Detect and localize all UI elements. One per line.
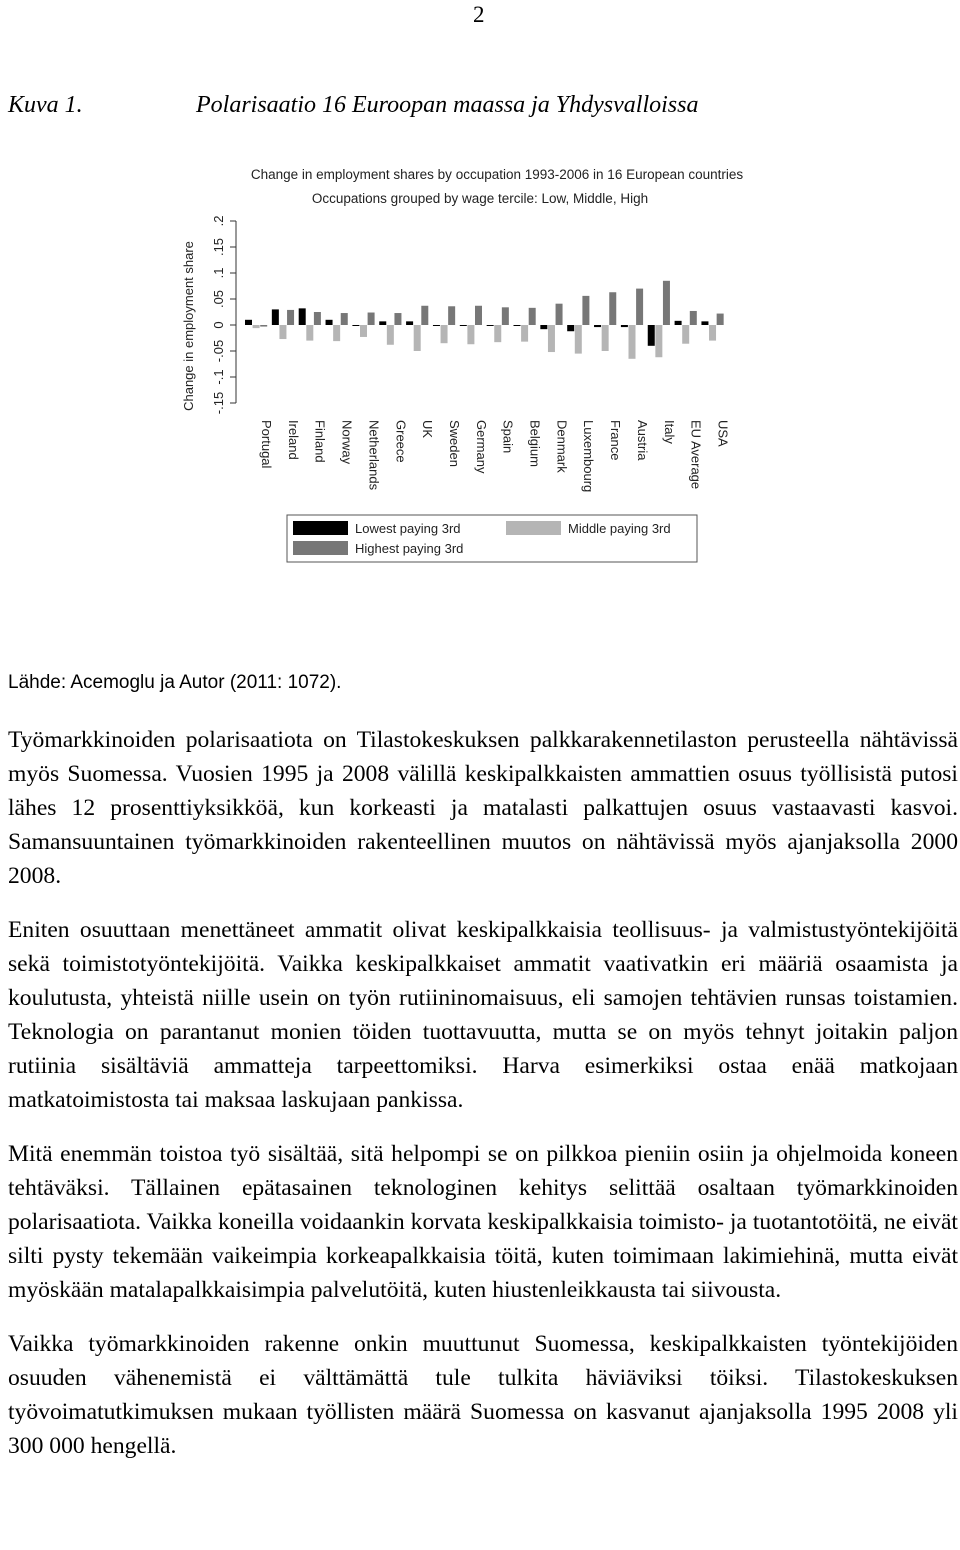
bar — [655, 325, 662, 357]
bar — [245, 320, 252, 325]
x-tick-label: Netherlands — [366, 420, 382, 491]
x-tick-label: Austria — [634, 420, 650, 461]
bar — [387, 325, 394, 345]
legend-label: Middle paying 3rd — [568, 521, 671, 536]
paragraph-4: Vaikka työmarkkinoiden rakenne onkin muuttunut Suomessa, keskipalkkaisten työntekijöiden osuuden vähenemistä ei välttämättä tule tulkita häviäviksi töiksi. Tilastokeskuksen työvoimatutkimuksen mukaan työllisten määrä Suomessa on kasvanut ajanjaksolla 1995 2008 yli 300 000 hengellä. — [8, 1331, 958, 1459]
bar — [368, 313, 375, 325]
legend-swatch — [293, 541, 348, 555]
legend-swatch — [506, 521, 561, 535]
x-tick-label: Luxembourg — [581, 420, 597, 493]
x-tick-label: Spain — [500, 420, 516, 454]
bar — [621, 325, 628, 327]
bar — [582, 296, 589, 325]
chart-title: Change in employment shares by occupation 1993-2006 in 16 European countries — [250, 167, 744, 182]
bar — [494, 325, 501, 342]
paragraph-2: Eniten osuuttaan menettäneet ammatit olivat keskipalkkaisia teollisuus- ja valmistustyöntekijöitä sekä toimistotyöntekijöitä. Vaikka keskipalkkaiset ammatit vaativatkin eri määriä osaamista ja koulutusta, yhteistä niille usein on työn rutiininomaisuus, eli samojen tehtävien runsas toistamien. Teknologia on parantanut monien töiden tuottavuutta, mutta se on myös tehnyt joitakin paljon rutiinia sisältäviä ammatteja tarpeettomiksi. Harva esimerkiksi ostaa enää matkojaan matkatoimistosta tai maksaa laskujaan pankissa. — [8, 917, 958, 1113]
x-tick-label: USA — [715, 420, 731, 447]
bar — [540, 325, 547, 329]
bar — [487, 325, 494, 326]
bar — [314, 312, 321, 325]
paragraph-1: Työmarkkinoiden polarisaatiota on Tilastokeskuksen palkkarakennetilaston perusteella nähtävissä myös Suomessa. Vuosien 1995 ja 2008 välillä keskipalkkaisten ammattien osuus työllisistä putosi lähes 12 prosenttiyksikköä, kun korkeasti ja matalasti palkattujen osuus vastaavasti kasvoi. Samansuuntainen työmarkkinoiden rakenteellinen muutos on nähtävissä myös ajanjaksolla 2000 2008. — [8, 727, 958, 889]
y-tick-label: -.05 — [211, 339, 226, 363]
bar — [556, 304, 563, 325]
bar — [636, 289, 643, 325]
bar — [701, 321, 708, 325]
x-tick-label: Belgium — [527, 420, 543, 467]
bar — [260, 325, 267, 327]
bar — [690, 311, 697, 325]
bar — [414, 325, 421, 351]
source-note: Lähde: Acemoglu ja Autor (2011: 1072). — [8, 672, 342, 693]
x-tick-label: Sweden — [446, 420, 462, 467]
bar — [575, 325, 582, 354]
bar — [514, 325, 521, 326]
legend — [287, 515, 697, 562]
bar — [253, 325, 260, 328]
x-tick-label: Germany — [473, 420, 489, 474]
bar — [299, 308, 306, 325]
bar — [682, 325, 689, 344]
y-axis-label: Change in employment share — [181, 241, 196, 411]
bar — [548, 325, 555, 352]
page-number: 2 — [473, 2, 485, 27]
bar — [594, 325, 601, 327]
bar — [406, 321, 413, 325]
x-tick-label: EU Average — [688, 420, 704, 490]
x-tick-label: Denmark — [554, 420, 570, 473]
y-tick-label: .2 — [211, 215, 226, 227]
x-tick-label: France — [608, 420, 624, 461]
bar — [502, 307, 509, 325]
bar — [360, 325, 367, 337]
bar — [279, 325, 286, 339]
bar — [663, 281, 670, 325]
employment-share-chart — [0, 150, 960, 570]
bar — [394, 313, 401, 325]
bar — [602, 325, 609, 351]
x-tick-label: Italy — [661, 420, 677, 444]
bar — [272, 309, 279, 325]
legend-label: Lowest paying 3rd — [355, 521, 461, 536]
figure-label: Kuva 1. — [8, 92, 83, 118]
y-axis — [211, 216, 236, 415]
y-tick-label: -.1 — [211, 369, 226, 385]
y-tick-label: .05 — [211, 289, 226, 309]
legend-label: Highest paying 3rd — [355, 541, 464, 556]
y-tick-label: -.15 — [211, 391, 226, 415]
bar — [441, 325, 448, 343]
bar — [333, 325, 340, 341]
figure-title: Polarisaatio 16 Euroopan maassa ja Yhdysvalloissa — [196, 92, 699, 118]
chart-subtitle: Occupations grouped by wage tercile: Low, Middle, High — [311, 191, 649, 206]
bar — [529, 308, 536, 325]
bar — [709, 325, 716, 341]
legend-swatch — [293, 521, 348, 535]
body-text — [8, 723, 958, 1463]
bar — [433, 325, 440, 326]
bar — [287, 310, 294, 325]
x-axis-labels — [259, 420, 730, 492]
y-tick-label: 0 — [211, 321, 226, 329]
bar — [460, 325, 467, 326]
x-tick-label: Greece — [393, 420, 409, 463]
x-tick-label: Ireland — [285, 420, 301, 460]
bar — [475, 306, 482, 325]
bar — [352, 325, 359, 326]
bar — [326, 320, 333, 325]
x-tick-label: Finland — [312, 420, 328, 463]
bars — [245, 281, 724, 359]
bar — [306, 325, 313, 341]
paragraph-3: Mitä enemmän toistoa työ sisältää, sitä helpompi se on pilkkoa pieniin osiin ja ohjelmoida koneen tehtäväksi. Tällainen epätasainen teknologinen kehitys selittää osaltaan työmarkkinoiden polarisaatiota. Vaikka koneilla voidaankin korvata keskipalkkaisia toimisto- ja tuotantotöitä, ne eivät silti pysty tekemään vaikeimpia korkeapalkkaisia töitä, kuten toimimaan lakimiehinä, mutta eivät myöskään matalapalkkaisimpia palvelutöitä, kuten hiustenleikkausta tai siivousta. — [8, 1141, 958, 1303]
x-tick-label: UK — [420, 420, 436, 439]
bar — [521, 325, 528, 342]
x-tick-label: Norway — [339, 420, 355, 465]
x-tick-label: Portugal — [259, 420, 274, 469]
bar — [675, 321, 682, 325]
bar — [341, 313, 348, 325]
bar — [379, 321, 386, 325]
figure-caption — [8, 92, 698, 119]
bar — [467, 325, 474, 344]
figure — [0, 150, 960, 570]
bar — [609, 292, 616, 325]
y-tick-label: .15 — [211, 237, 226, 257]
bar — [629, 325, 636, 359]
bar — [648, 325, 655, 346]
bar — [717, 314, 724, 325]
bar — [448, 306, 455, 325]
bar — [421, 306, 428, 325]
bar — [567, 325, 574, 331]
y-tick-label: .1 — [211, 267, 226, 279]
